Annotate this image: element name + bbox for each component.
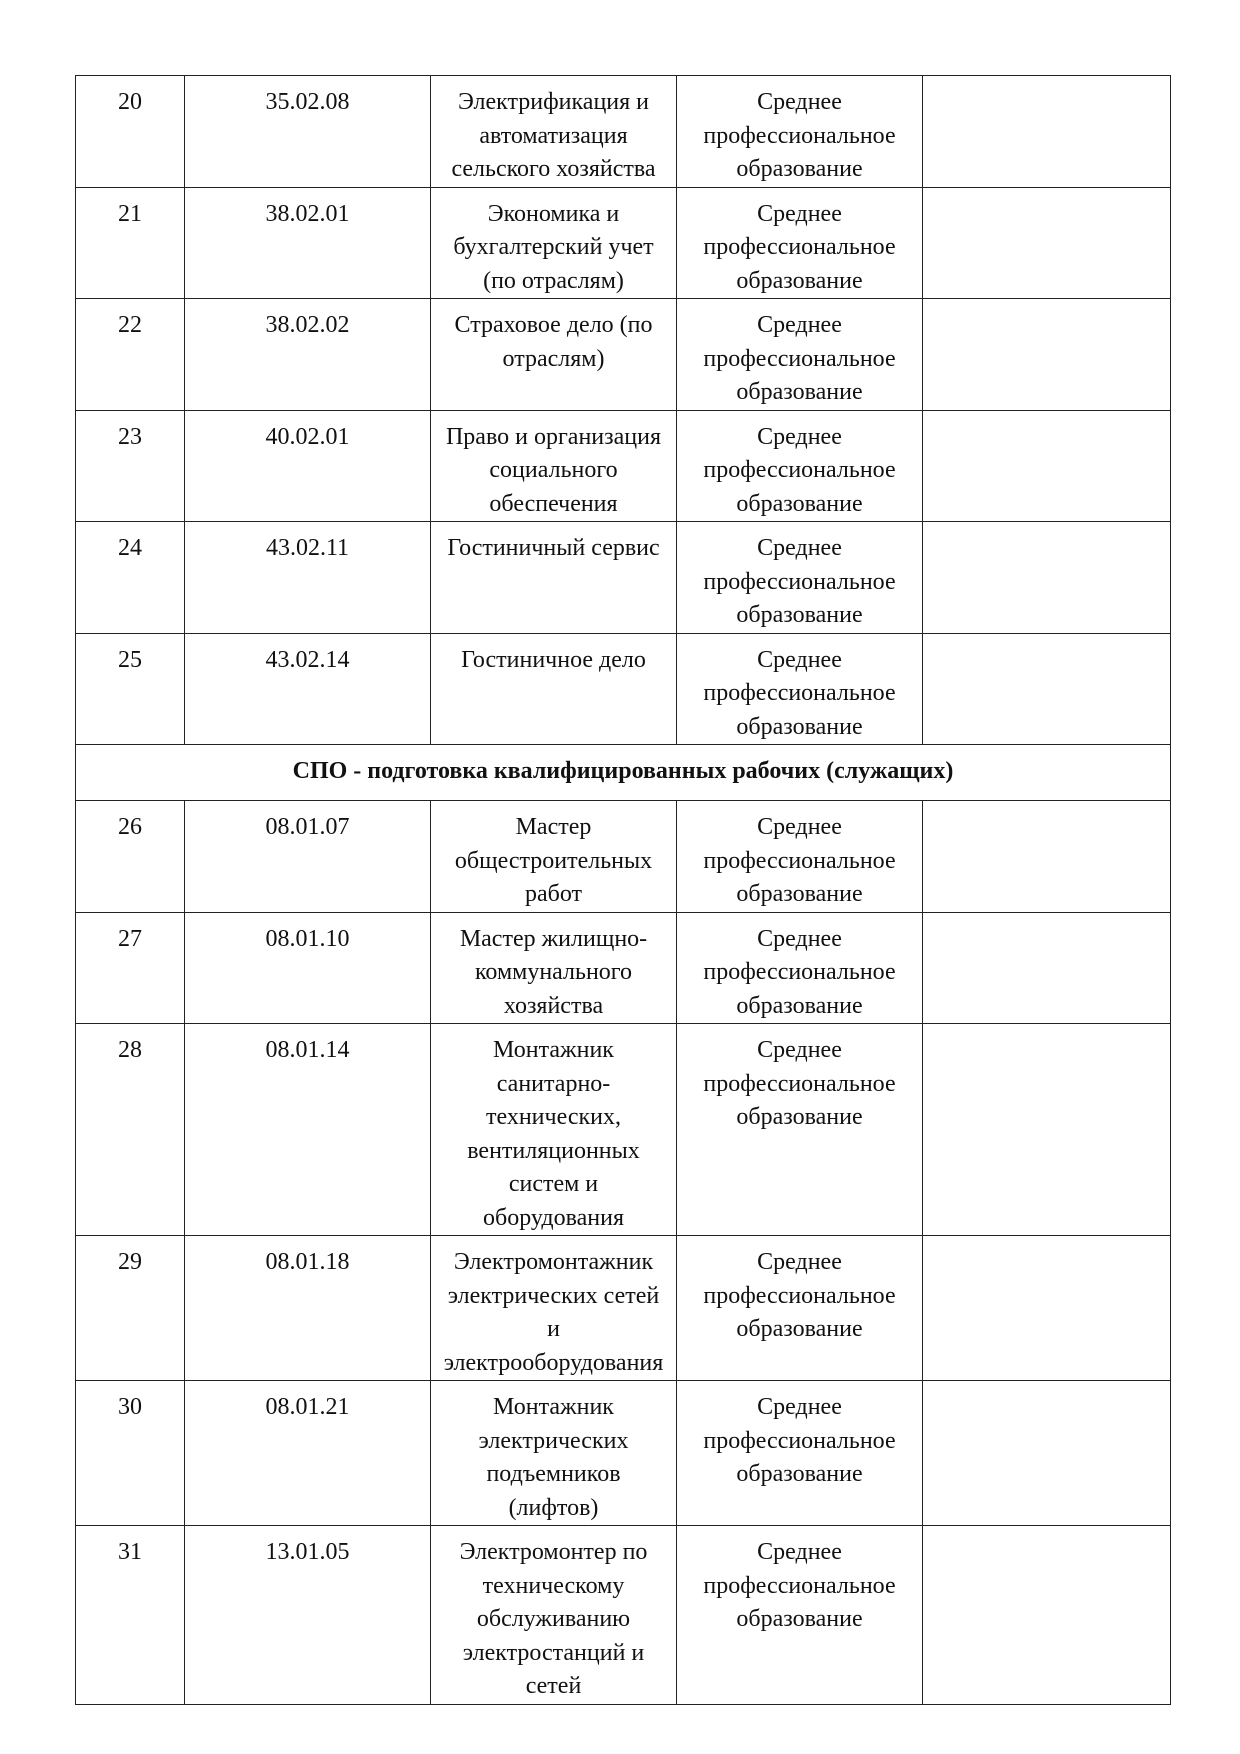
row-number: 28 (76, 1024, 185, 1236)
education-level: Среднее профессиональное образование (677, 299, 923, 411)
extra-cell (923, 299, 1171, 411)
education-level: Среднее профессиональное образование (677, 410, 923, 522)
specialty-name: Электромонтер по техническому обслуживанию электростанций и сетей (431, 1526, 677, 1705)
table-row (76, 299, 1171, 411)
specialty-name: Экономика и бухгалтерский учет (по отраслям) (431, 187, 677, 299)
extra-cell (923, 1024, 1171, 1236)
extra-cell (923, 1236, 1171, 1381)
row-number: 25 (76, 633, 185, 745)
specialty-name: Монтажник электрических подъемников (лифтов) (431, 1381, 677, 1526)
specialty-code: 40.02.01 (185, 410, 431, 522)
row-number: 29 (76, 1236, 185, 1381)
row-number: 26 (76, 801, 185, 913)
extra-cell (923, 76, 1171, 188)
table-row (76, 1236, 1171, 1381)
specialty-name: Гостиничный сервис (431, 522, 677, 634)
row-number: 31 (76, 1526, 185, 1705)
specialties-table (75, 75, 1171, 1705)
education-level: Среднее профессиональное образование (677, 633, 923, 745)
education-level: Среднее профессиональное образование (677, 912, 923, 1024)
specialty-name: Мастер общестроительных работ (431, 801, 677, 913)
specialty-name: Мастер жилищно- коммунального хозяйства (431, 912, 677, 1024)
table-row (76, 633, 1171, 745)
row-number: 21 (76, 187, 185, 299)
education-level: Среднее профессиональное образование (677, 76, 923, 188)
specialty-name: Право и организация социального обеспечения (431, 410, 677, 522)
specialty-code: 08.01.07 (185, 801, 431, 913)
specialty-code: 08.01.10 (185, 912, 431, 1024)
education-level: Среднее профессиональное образование (677, 1381, 923, 1526)
education-level: Среднее профессиональное образование (677, 522, 923, 634)
specialty-name: Гостиничное дело (431, 633, 677, 745)
table-row (76, 912, 1171, 1024)
specialty-code: 38.02.02 (185, 299, 431, 411)
specialty-code: 43.02.11 (185, 522, 431, 634)
table-row (76, 801, 1171, 913)
row-number: 20 (76, 76, 185, 188)
specialty-code: 08.01.21 (185, 1381, 431, 1526)
extra-cell (923, 1526, 1171, 1705)
specialty-code: 13.01.05 (185, 1526, 431, 1705)
extra-cell (923, 522, 1171, 634)
row-number: 22 (76, 299, 185, 411)
table-row (76, 1024, 1171, 1236)
table-body (76, 76, 1171, 1705)
extra-cell (923, 1381, 1171, 1526)
extra-cell (923, 410, 1171, 522)
extra-cell (923, 633, 1171, 745)
row-number: 30 (76, 1381, 185, 1526)
extra-cell (923, 912, 1171, 1024)
table-row (76, 1381, 1171, 1526)
section-title: СПО - подготовка квалифицированных рабочих (служащих) (76, 745, 1171, 801)
specialty-code: 08.01.14 (185, 1024, 431, 1236)
specialty-name: Монтажник санитарно- технических, вентиляционных систем и оборудования (431, 1024, 677, 1236)
extra-cell (923, 801, 1171, 913)
extra-cell (923, 187, 1171, 299)
specialty-code: 35.02.08 (185, 76, 431, 188)
education-level: Среднее профессиональное образование (677, 1236, 923, 1381)
education-level: Среднее профессиональное образование (677, 1526, 923, 1705)
row-number: 27 (76, 912, 185, 1024)
specialty-name: Электрификация и автоматизация сельского хозяйства (431, 76, 677, 188)
table-row (76, 522, 1171, 634)
table-row (76, 410, 1171, 522)
education-level: Среднее профессиональное образование (677, 1024, 923, 1236)
education-level: Среднее профессиональное образование (677, 187, 923, 299)
table-row (76, 187, 1171, 299)
table-row (76, 76, 1171, 188)
row-number: 24 (76, 522, 185, 634)
table-row (76, 1526, 1171, 1705)
section-header-row (76, 745, 1171, 801)
specialty-code: 38.02.01 (185, 187, 431, 299)
specialty-code: 08.01.18 (185, 1236, 431, 1381)
specialty-name: Электромонтажник электрических сетей и электрооборудования (431, 1236, 677, 1381)
row-number: 23 (76, 410, 185, 522)
specialty-code: 43.02.14 (185, 633, 431, 745)
specialty-name: Страховое дело (по отраслям) (431, 299, 677, 411)
education-level: Среднее профессиональное образование (677, 801, 923, 913)
